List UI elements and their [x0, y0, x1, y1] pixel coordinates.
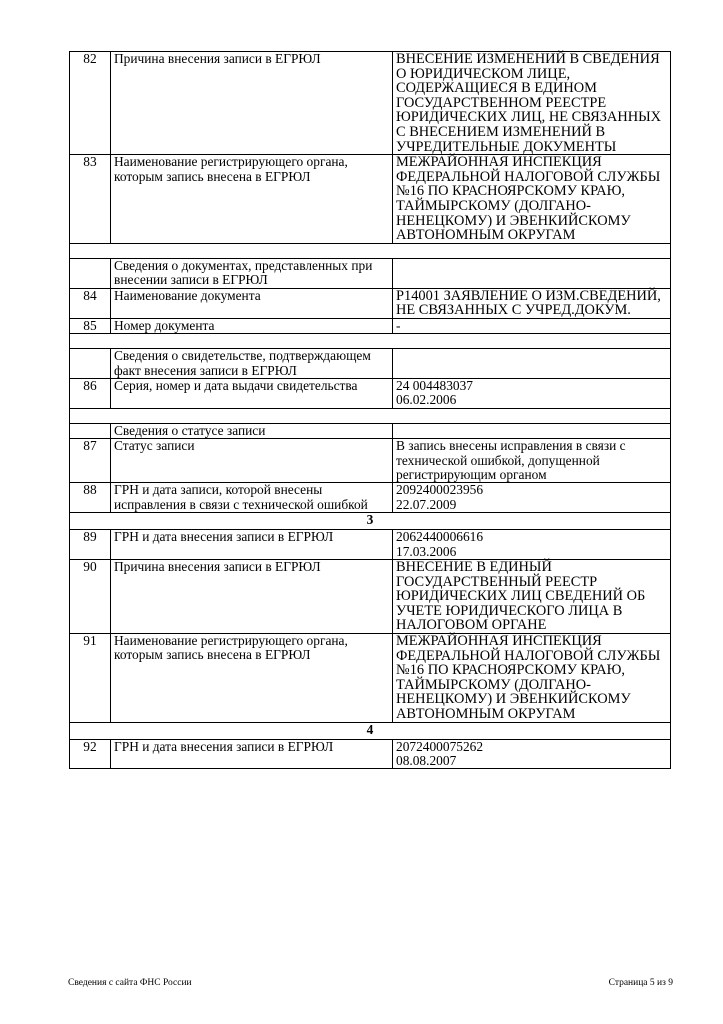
field-label: ГРН и дата внесения записи в ЕГРЮЛ: [111, 530, 393, 560]
footer-page-number: Страница 5 из 9: [608, 978, 673, 988]
field-label: Номер документа: [111, 318, 393, 333]
field-value: В запись внесены исправления в связи с технической ошибкой, допущенной регистрирующим органом: [393, 439, 671, 483]
table-row: [70, 378, 671, 408]
table-row: [70, 633, 671, 722]
spacer-cell: [70, 408, 671, 423]
spacer-row: [70, 243, 671, 258]
table-row: [70, 52, 671, 155]
row-number: 84: [70, 288, 111, 318]
field-value: Р14001 ЗАЯВЛЕНИЕ О ИЗМ.СВЕДЕНИЙ, НЕ СВЯЗАННЫХ С УЧРЕД.ДОКУМ.: [393, 288, 671, 318]
row-number: 88: [70, 483, 111, 513]
row-number: 91: [70, 633, 111, 722]
table-row: [70, 530, 671, 560]
field-value: 2072400075262 08.08.2007: [393, 739, 671, 769]
table-row: [70, 423, 671, 438]
field-label: Статус записи: [111, 439, 393, 483]
field-value: МЕЖРАЙОННАЯ ИНСПЕКЦИЯ ФЕДЕРАЛЬНОЙ НАЛОГОВОЙ СЛУЖБЫ №16 ПО КРАСНОЯРСКОМУ КРАЮ, ТАЙМЫРСКОМУ (ДОЛГАНО-НЕНЕЦКОМУ) И ЭВЕНКИЙСКОМУ АВТОНОМНЫМ ОКРУГАМ: [393, 155, 671, 244]
field-value: [393, 423, 671, 438]
field-value: -: [393, 318, 671, 333]
section-header-row: [70, 722, 671, 739]
field-value: 2092400023956 22.07.2009: [393, 483, 671, 513]
spacer-cell: [70, 243, 671, 258]
field-label: Серия, номер и дата выдачи свидетельства: [111, 378, 393, 408]
field-value: 2062440006616 17.03.2006: [393, 530, 671, 560]
row-number: 90: [70, 560, 111, 634]
spacer-row: [70, 334, 671, 349]
table-row: [70, 288, 671, 318]
row-number: 82: [70, 52, 111, 155]
table-row: [70, 258, 671, 288]
spacer-row: [70, 408, 671, 423]
section-number: 3: [70, 513, 671, 530]
field-label: Наименование регистрирующего органа, которым запись внесена в ЕГРЮЛ: [111, 155, 393, 244]
table-row: [70, 439, 671, 483]
table-row: [70, 349, 671, 379]
field-value: [393, 349, 671, 379]
row-number: [70, 349, 111, 379]
table-row: [70, 318, 671, 333]
row-number: [70, 423, 111, 438]
table-row: [70, 483, 671, 513]
table-row: [70, 155, 671, 244]
row-number: 86: [70, 378, 111, 408]
field-label: Причина внесения записи в ЕГРЮЛ: [111, 560, 393, 634]
table-row: [70, 739, 671, 769]
spacer-cell: [70, 334, 671, 349]
field-value: [393, 258, 671, 288]
row-number: 83: [70, 155, 111, 244]
field-label: Причина внесения записи в ЕГРЮЛ: [111, 52, 393, 155]
field-label: Сведения о статусе записи: [111, 423, 393, 438]
footer-source: Сведения с сайта ФНС России: [68, 978, 192, 988]
section-number: 4: [70, 722, 671, 739]
field-label: Наименование документа: [111, 288, 393, 318]
section-header-row: [70, 513, 671, 530]
egrul-table-body: [70, 52, 671, 769]
egrul-extract-table: [69, 51, 671, 769]
row-number: 87: [70, 439, 111, 483]
field-label: Сведения о документах, представленных при внесении записи в ЕГРЮЛ: [111, 258, 393, 288]
field-label: Наименование регистрирующего органа, которым запись внесена в ЕГРЮЛ: [111, 633, 393, 722]
field-value: МЕЖРАЙОННАЯ ИНСПЕКЦИЯ ФЕДЕРАЛЬНОЙ НАЛОГОВОЙ СЛУЖБЫ №16 ПО КРАСНОЯРСКОМУ КРАЮ, ТАЙМЫРСКОМУ (ДОЛГАНО-НЕНЕЦКОМУ) И ЭВЕНКИЙСКОМУ АВТОНОМНЫМ ОКРУГАМ: [393, 633, 671, 722]
row-number: 92: [70, 739, 111, 769]
table-row: [70, 560, 671, 634]
row-number: 85: [70, 318, 111, 333]
field-value: 24 004483037 06.02.2006: [393, 378, 671, 408]
field-label: Сведения о свидетельстве, подтверждающем факт внесения записи в ЕГРЮЛ: [111, 349, 393, 379]
field-value: ВНЕСЕНИЕ В ЕДИНЫЙ ГОСУДАРСТВЕННЫЙ РЕЕСТР ЮРИДИЧЕСКИХ ЛИЦ СВЕДЕНИЙ ОБ УЧЕТЕ ЮРИДИЧЕСКОГО ЛИЦА В НАЛОГОВОМ ОРГАНЕ: [393, 560, 671, 634]
field-label: ГРН и дата записи, которой внесены исправления в связи с технической ошибкой: [111, 483, 393, 513]
row-number: [70, 258, 111, 288]
row-number: 89: [70, 530, 111, 560]
field-label: ГРН и дата внесения записи в ЕГРЮЛ: [111, 739, 393, 769]
field-value: ВНЕСЕНИЕ ИЗМЕНЕНИЙ В СВЕДЕНИЯ О ЮРИДИЧЕСКОМ ЛИЦЕ, СОДЕРЖАЩИЕСЯ В ЕДИНОМ ГОСУДАРСТВЕННОМ РЕЕСТРЕ ЮРИДИЧЕСКИХ ЛИЦ, НЕ СВЯЗАННЫХ С ВНЕСЕНИЕМ ИЗМЕНЕНИЙ В УЧРЕДИТЕЛЬНЫЕ ДОКУМЕНТЫ: [393, 52, 671, 155]
